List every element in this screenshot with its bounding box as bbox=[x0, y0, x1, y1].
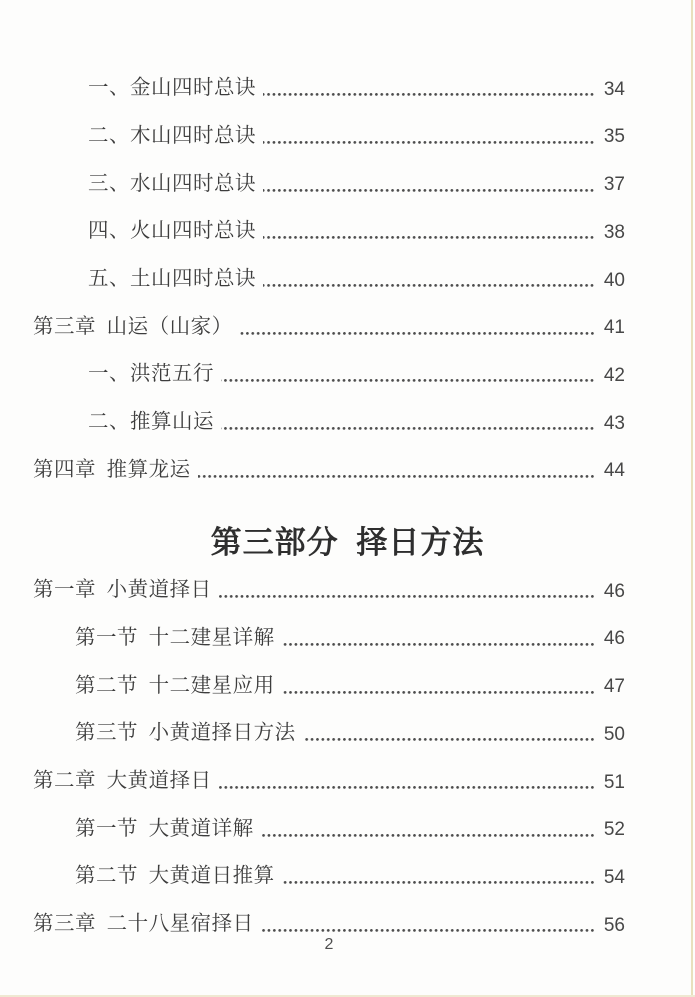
toc-entry bbox=[33, 661, 625, 709]
dot-leader bbox=[221, 379, 596, 382]
toc-section-lower bbox=[33, 566, 625, 948]
toc-entry-page: 41 bbox=[603, 317, 625, 339]
dot-leader bbox=[282, 643, 596, 646]
toc-entry-page: 46 bbox=[603, 580, 625, 602]
toc-entry-label: 第二章 大黄道择日 bbox=[33, 769, 212, 792]
dot-leader bbox=[221, 427, 596, 430]
toc-entry-label: 三、水山四时总诀 bbox=[88, 172, 256, 195]
dot-leader bbox=[282, 881, 596, 884]
toc-entry bbox=[33, 112, 625, 160]
toc-entry-label: 一、金山四时总诀 bbox=[88, 77, 256, 100]
toc-entry bbox=[33, 614, 625, 662]
dot-leader bbox=[219, 786, 596, 789]
dot-leader bbox=[240, 332, 596, 335]
toc-entry-page: 44 bbox=[603, 460, 625, 482]
dot-leader bbox=[263, 189, 596, 192]
toc-entry-page: 42 bbox=[603, 364, 625, 386]
toc-entry bbox=[33, 804, 625, 852]
toc-entry-page: 40 bbox=[603, 269, 625, 291]
toc-entry-label: 第二节 十二建星应用 bbox=[75, 674, 275, 697]
dot-leader bbox=[219, 595, 596, 598]
toc-entry-page: 34 bbox=[603, 78, 625, 100]
dot-leader bbox=[261, 834, 596, 837]
dot-leader bbox=[303, 738, 596, 741]
toc-entry bbox=[33, 852, 625, 900]
toc-entry-page: 50 bbox=[603, 723, 625, 745]
toc-entry-page: 52 bbox=[603, 819, 625, 841]
toc-entry-label: 第一节 十二建星详解 bbox=[75, 626, 275, 649]
toc-entry bbox=[33, 159, 625, 207]
toc-entry-label: 第二节 大黄道日推算 bbox=[75, 865, 275, 888]
toc-entry-label: 第三章 二十八星宿择日 bbox=[33, 912, 254, 935]
toc-entry bbox=[33, 302, 625, 350]
dot-leader bbox=[261, 929, 596, 932]
part-heading: 第三部分 择日方法 bbox=[210, 525, 485, 560]
toc-entry-label: 第三节 小黄道择日方法 bbox=[75, 722, 296, 745]
toc-entry bbox=[33, 757, 625, 805]
dot-leader bbox=[263, 284, 596, 287]
dot-leader bbox=[198, 475, 596, 478]
toc-entry-page: 54 bbox=[603, 866, 625, 888]
toc-entry-label: 四、火山四时总诀 bbox=[88, 220, 256, 243]
toc-entry-label: 一、洪范五行 bbox=[88, 363, 214, 386]
toc-entry bbox=[33, 350, 625, 398]
toc-entry bbox=[33, 64, 625, 112]
toc-entry-page: 56 bbox=[603, 914, 625, 936]
toc-entry-page: 51 bbox=[603, 771, 625, 793]
toc-section-upper bbox=[33, 64, 625, 493]
toc-entry-label: 第三章 山运（山家） bbox=[33, 315, 233, 338]
dot-leader bbox=[263, 236, 596, 239]
dot-leader bbox=[263, 93, 596, 96]
toc-entry-label: 五、土山四时总诀 bbox=[88, 267, 256, 290]
dot-leader bbox=[282, 691, 596, 694]
toc-entry-label: 第一章 小黄道择日 bbox=[33, 579, 212, 602]
toc-entry-label: 二、木山四时总诀 bbox=[88, 124, 256, 147]
toc-entry-page: 35 bbox=[603, 126, 625, 148]
toc-entry bbox=[33, 566, 625, 614]
toc-entry-label: 第四章 推算龙运 bbox=[33, 458, 191, 481]
toc-entry-page: 46 bbox=[603, 628, 625, 650]
toc-entry-label: 二、推算山运 bbox=[88, 410, 214, 433]
toc-entry-page: 38 bbox=[603, 221, 625, 243]
dot-leader bbox=[263, 141, 596, 144]
toc-entry-page: 37 bbox=[603, 174, 625, 196]
toc-entry-page: 43 bbox=[603, 412, 625, 434]
scan-edge-right bbox=[691, 0, 693, 997]
toc-entry bbox=[33, 255, 625, 303]
page-number: 2 bbox=[324, 936, 334, 953]
toc-entry-page: 47 bbox=[603, 676, 625, 698]
toc-entry-label: 第一节 大黄道详解 bbox=[75, 817, 254, 840]
toc-entry bbox=[33, 398, 625, 446]
toc-entry bbox=[33, 709, 625, 757]
toc-entry bbox=[33, 207, 625, 255]
toc-entry bbox=[33, 446, 625, 494]
